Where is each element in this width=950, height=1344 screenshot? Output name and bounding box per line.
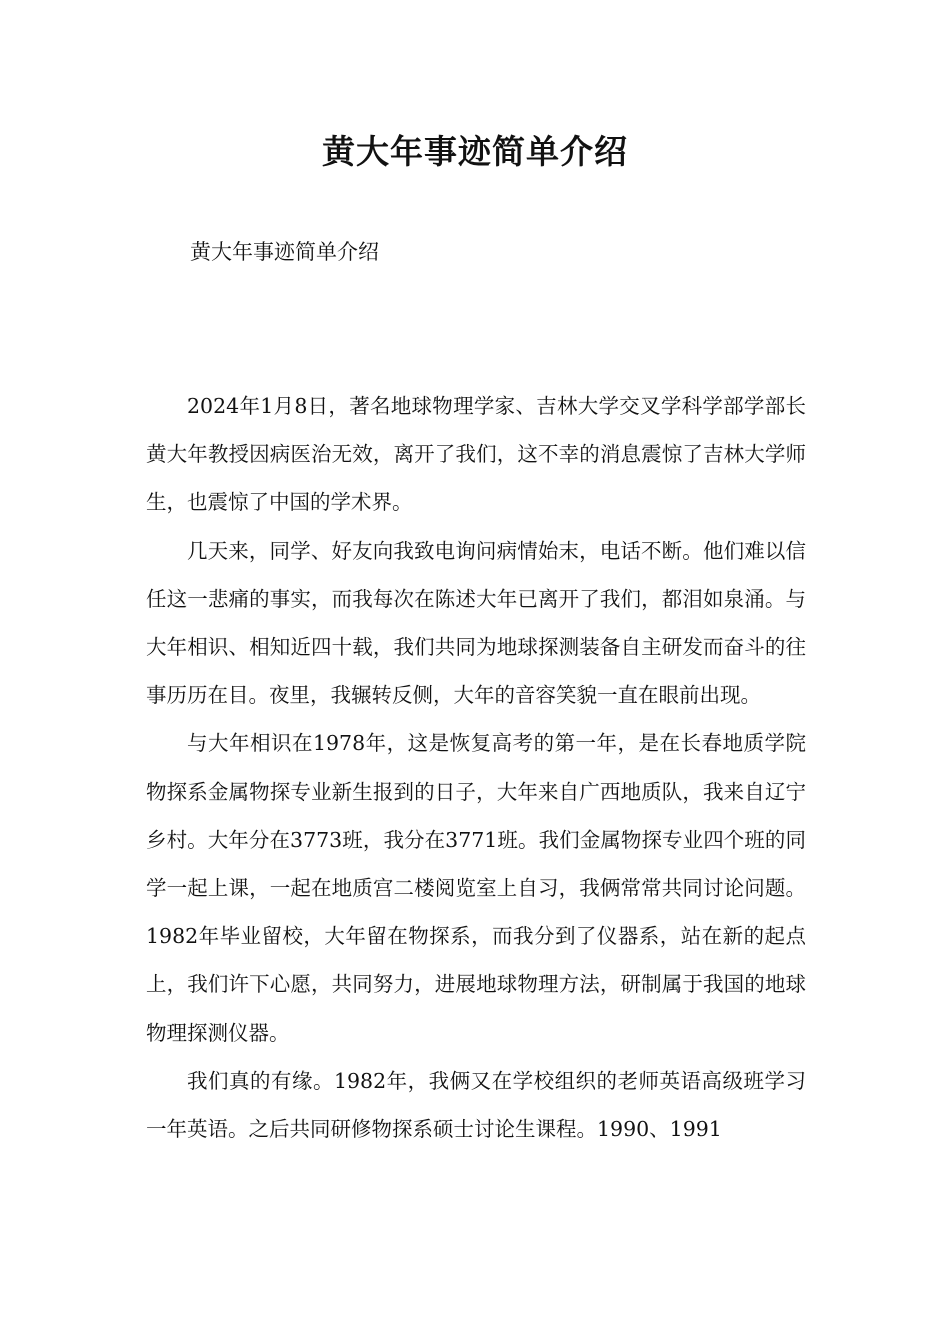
document-body [146,382,806,1153]
paragraph-4: 我们真的有缘。1982年，我俩又在学校组织的老师英语高级班学习一年英语。之后共同研修物探系硕士讨论生课程。1990、1991 [146,1068,806,1142]
paragraph-3: 与大年相识在1978年，这是恢复高考的第一年，是在长春地质学院物探系金属物探专业新生报到的日子，大年来自广西地质队，我来自辽宁乡村。大年分在3773班，我分在3771班。我们金属物探专业四个班的同学一起上课，一起在地质宫二楼阅览室上自习，我俩常常共同讨论问题。1982年毕业留校，大年留在物探系，而我分到了仪器系，站在新的起点上，我们许下心愿，共同努力，进展地球物理方法，研制属于我国的地球物理探测仪器。 [146,731,806,1045]
document-title: 黄大年事迹简单介绍 [322,132,628,171]
paragraph-2: 几天来，同学、好友向我致电询问病情始末，电话不断。他们难以信任这一悲痛的事实，而我每次在陈述大年已离开了我们，都泪如泉涌。与大年相识、相知近四十载，我们共同为地球探测装备自主研发而奋斗的往事历历在目。夜里，我辗转反侧，大年的音容笑貌一直在眼前出现。 [146,538,806,708]
paragraph-1: 2024年1月8日，著名地球物理学家、吉林大学交叉学科学部学部长黄大年教授因病医治无效，离开了我们，这不幸的消息震惊了吉林大学师生，也震惊了中国的学术界。 [146,394,806,515]
document-subtitle: 黄大年事迹简单介绍 [190,240,379,264]
